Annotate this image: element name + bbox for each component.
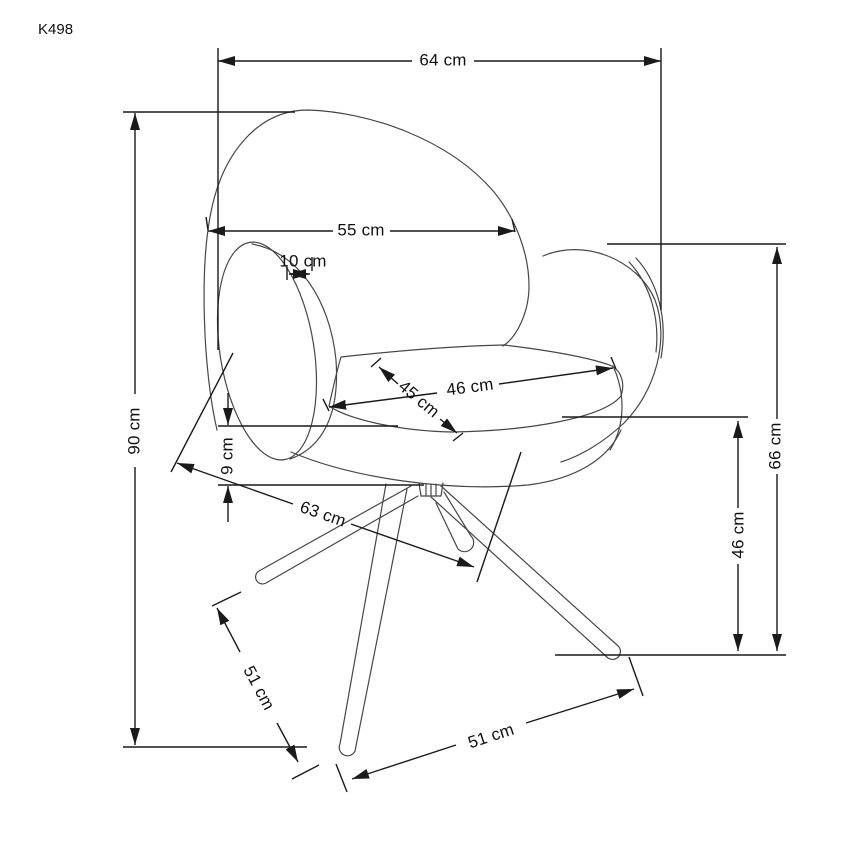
dim-51B-b (526, 689, 634, 723)
dimension-label-overall-width: 64 cm (419, 50, 467, 70)
dimension-label-overall-height: 90 cm (124, 407, 144, 455)
leg-back-left (256, 486, 418, 584)
dimension-label-backrest-width: 55 cm (337, 220, 385, 240)
dimension-label-seat-height: 46 cm (728, 511, 748, 559)
dim-51L-a (217, 608, 240, 652)
dim-63-b (351, 524, 474, 567)
dim-45-b (440, 419, 457, 433)
tick-45-bottom (453, 433, 463, 441)
left-armrest-band (252, 244, 337, 459)
dimension-label-armrest-thickness: 10 cm (279, 251, 327, 271)
leg-front-center (339, 484, 407, 756)
dimension-label-base-width: 51 cm (465, 719, 517, 753)
dim-45-a (379, 367, 398, 384)
dim-51L-b (277, 723, 298, 762)
tick-51L-top (212, 592, 241, 606)
tick-51L-bottom (292, 765, 319, 779)
tick-45-top (371, 358, 381, 367)
seat-right-side (610, 366, 622, 450)
dimension-label-base-side-depth: 51 cm (239, 662, 279, 714)
tick-46s-left (323, 399, 329, 411)
right-armrest-seam-1 (629, 262, 657, 352)
leg-front-right (436, 492, 474, 552)
dimension-label-seat-depth: 45 cm (394, 376, 444, 422)
dim-51B-a (352, 745, 456, 779)
dimension-label-cushion-thickness: 9 cm (217, 437, 237, 475)
dim-46s-b (499, 368, 613, 384)
tick-51B-left (336, 764, 347, 792)
product-code: K498 (38, 21, 74, 38)
dimension-label-backrest-top-height: 66 cm (765, 422, 785, 470)
dimension-label-seat-width: 46 cm (445, 374, 495, 400)
tick-55-left (206, 217, 208, 230)
dimension-label-total-depth: 63 cm (297, 497, 349, 531)
ext-63-right (477, 452, 521, 582)
chair-outline (203, 110, 663, 756)
right-armrest-seam-2 (636, 258, 663, 358)
leg-back-right (431, 486, 620, 659)
dimension-lines (123, 48, 786, 792)
